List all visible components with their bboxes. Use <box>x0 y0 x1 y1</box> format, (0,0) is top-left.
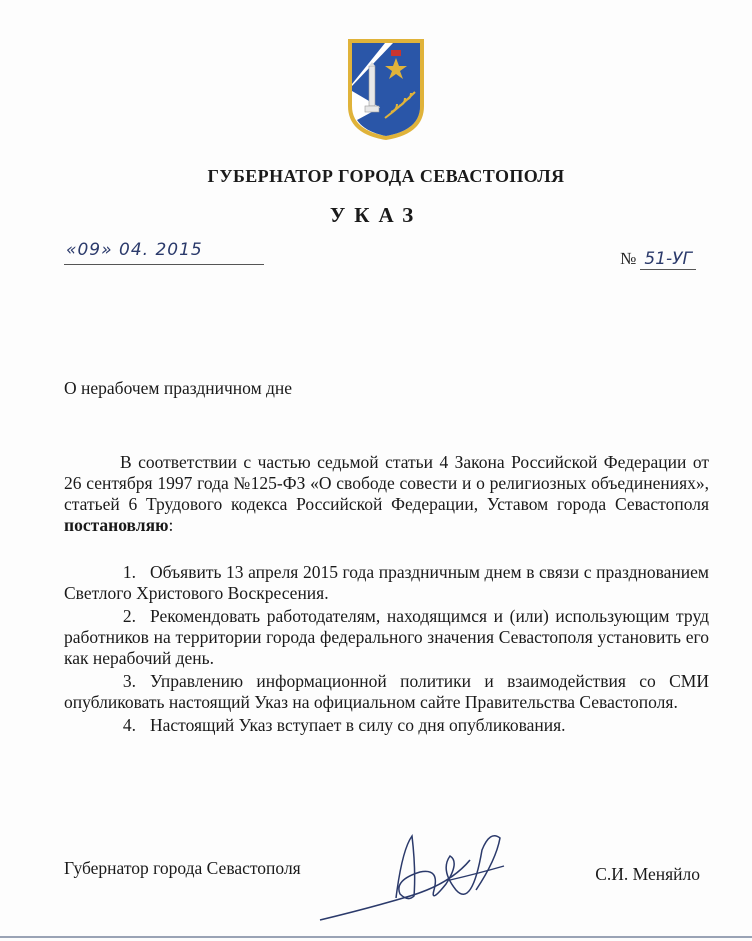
scan-edge-divider <box>0 936 752 938</box>
document-title: УКАЗ <box>329 203 423 227</box>
list-item <box>64 715 709 736</box>
item-text: Рекомендовать работодателям, находящимся и (или) использующим труд работников на территории города федерального значения Севастополя установить его как нерабочий день. <box>64 606 709 668</box>
item-text: Управлению информационной политики и взаимодействия со СМИ опубликовать настоящий Указ на официальном сайте Правительства Севастополя. <box>64 671 709 712</box>
item-text: Настоящий Указ вступает в силу со дня опубликования. <box>150 715 566 735</box>
item-number: 1. <box>122 562 136 582</box>
signatory-name: С.И. Меняйло <box>595 864 700 884</box>
preamble-tail: : <box>168 515 174 535</box>
signatory-position: Губернатор города Севастополя <box>64 858 301 878</box>
decree-number <box>620 249 696 270</box>
list-item <box>64 562 709 604</box>
date-handwritten: «09» 04. 2015 <box>66 240 203 260</box>
decree-subject: О нерабочем праздничном дне <box>64 378 293 398</box>
item-text: Объявить 13 апреля 2015 года праздничным днем в связи с празднованием Светлого Христового Воскресения. <box>64 562 709 603</box>
list-item <box>64 671 709 713</box>
number-handwritten: 51-УГ <box>640 249 696 270</box>
decree-word: постановляю <box>64 515 169 535</box>
issuing-authority: ГУБЕРНАТОР ГОРОДА СЕВАСТОПОЛЯ <box>207 166 565 186</box>
decree-items <box>64 562 709 738</box>
list-item <box>64 606 709 669</box>
item-number: 2. <box>122 606 136 626</box>
preamble-text: В соответствии с частью седьмой статьи 4 Закона Российской Федерации от 26 сентября 1997 года №125-ФЗ «О свободе совести и о религиозных объединениях», статьей 6 Трудового кодекса Российской Федерации, Уставом города Севастополя <box>64 452 709 514</box>
number-prefix: № <box>620 249 637 268</box>
item-number: 4. <box>122 715 136 735</box>
preamble-paragraph <box>64 452 709 536</box>
handwritten-signature-icon <box>300 820 530 930</box>
sevastopol-coat-of-arms-icon <box>345 36 427 142</box>
item-number: 3. <box>122 671 136 691</box>
date-field <box>64 240 264 265</box>
